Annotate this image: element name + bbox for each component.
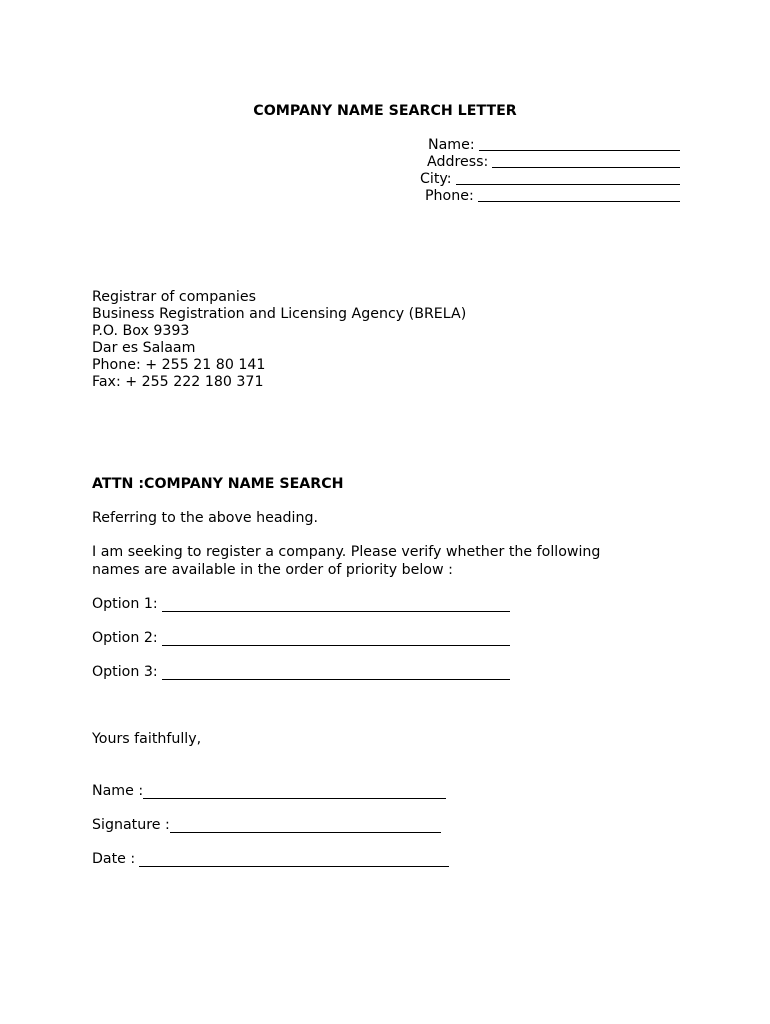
signoff-signature-field[interactable] <box>170 819 441 833</box>
recipient-line: Phone: + 255 21 80 141 <box>92 357 266 373</box>
option-2-label: Option 2: <box>92 630 158 646</box>
recipient-line: P.O. Box 9393 <box>92 323 190 339</box>
option-3-row <box>92 663 510 680</box>
sender-phone-field[interactable] <box>478 188 680 202</box>
document-title: COMPANY NAME SEARCH LETTER <box>253 103 517 119</box>
sender-address-label: Address: <box>427 154 489 170</box>
sender-name-row <box>428 137 680 154</box>
option-3-field[interactable] <box>162 666 510 680</box>
signoff-name-row <box>92 782 446 799</box>
closing-text: Yours faithfully, <box>92 731 202 747</box>
option-3-label: Option 3: <box>92 664 158 680</box>
option-2-row <box>92 629 510 646</box>
sender-address-row <box>427 154 680 171</box>
sender-phone-row <box>425 188 680 205</box>
recipient-line: Fax: + 255 222 180 371 <box>92 374 264 390</box>
signoff-name-field[interactable] <box>143 785 446 799</box>
option-1-label: Option 1: <box>92 596 158 612</box>
body-paragraph-1: Referring to the above heading. <box>92 510 318 526</box>
signoff-date-label: Date : <box>92 851 136 867</box>
option-1-field[interactable] <box>162 598 510 612</box>
recipient-line: Dar es Salaam <box>92 340 196 356</box>
sender-phone-label: Phone: <box>425 188 474 204</box>
option-1-row <box>92 595 510 612</box>
signoff-signature-row <box>92 816 441 833</box>
option-2-field[interactable] <box>162 632 510 646</box>
signoff-name-label: Name : <box>92 783 144 799</box>
sender-city-label: City: <box>420 171 452 187</box>
sender-address-field[interactable] <box>492 154 680 168</box>
recipient-address <box>92 289 466 391</box>
signoff-date-row <box>92 850 449 867</box>
body-paragraph-2-line-1: I am seeking to register a company. Please verify whether the following <box>92 544 601 560</box>
sender-name-label: Name: <box>428 137 475 153</box>
sender-name-field[interactable] <box>479 137 680 151</box>
sender-city-field[interactable] <box>456 171 680 185</box>
recipient-line: Registrar of companies <box>92 289 256 305</box>
signoff-date-field[interactable] <box>139 853 449 867</box>
body-paragraph-2-line-2: names are available in the order of priority below : <box>92 562 453 578</box>
sender-city-row <box>420 171 680 188</box>
signoff-signature-label: Signature : <box>92 817 170 833</box>
sender-block <box>420 137 680 205</box>
recipient-line: Business Registration and Licensing Agency (BRELA) <box>92 306 467 322</box>
attn-heading: ATTN :COMPANY NAME SEARCH <box>92 476 344 492</box>
